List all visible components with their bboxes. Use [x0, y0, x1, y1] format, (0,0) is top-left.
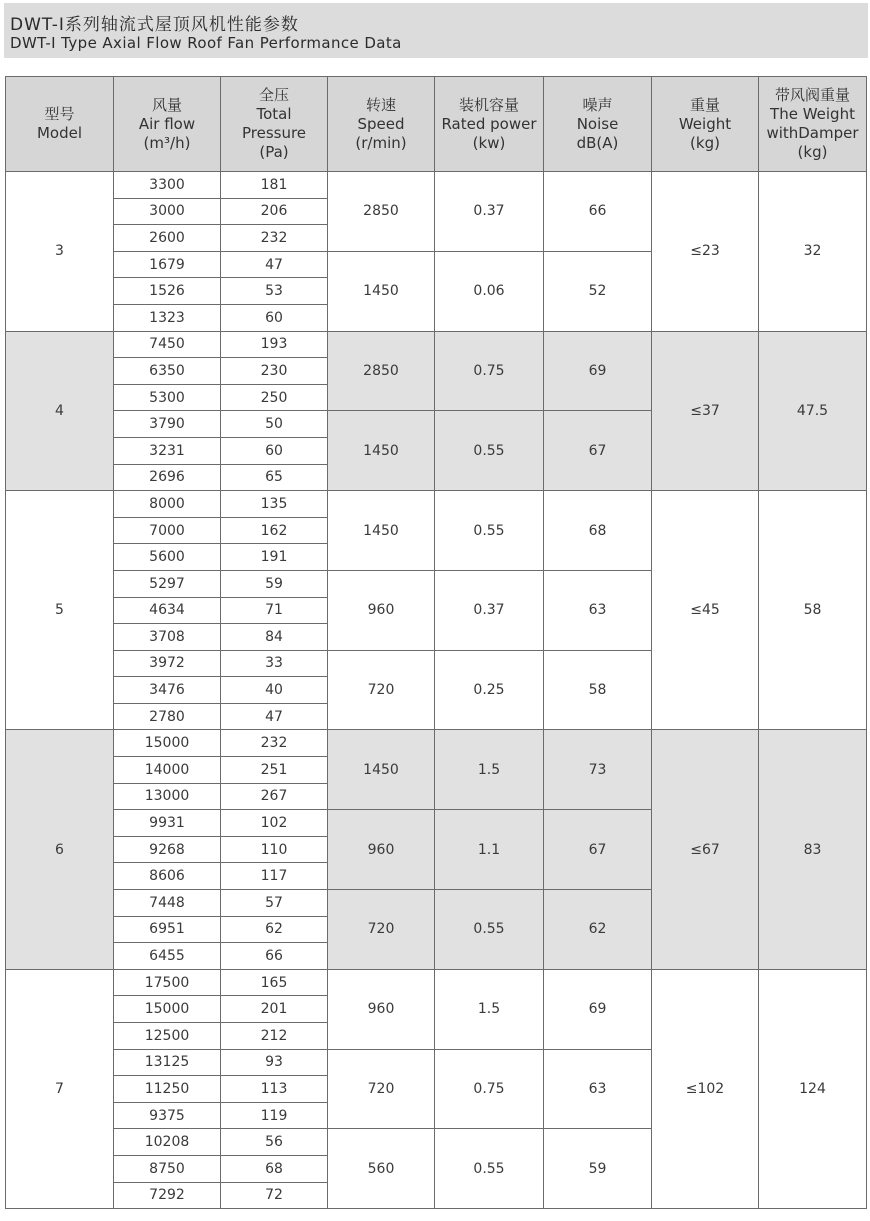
pressure-cell: 232	[221, 730, 328, 757]
weight-cell: ≤102	[652, 969, 759, 1208]
airflow-cell: 3790	[114, 411, 221, 438]
power-cell: 0.75	[435, 1049, 544, 1129]
header-cn: 带风阀重量	[774, 86, 850, 104]
model-cell: 7	[6, 969, 114, 1208]
header-en: Air flow	[138, 114, 196, 133]
power-cell: 0.55	[435, 491, 544, 571]
power-cell: 1.5	[435, 730, 544, 810]
airflow-cell: 7292	[114, 1182, 221, 1209]
airflow-cell: 1679	[114, 251, 221, 278]
pressure-cell: 250	[221, 384, 328, 411]
power-cell: 1.5	[435, 969, 544, 1049]
airflow-cell: 1526	[114, 278, 221, 305]
pressure-cell: 110	[221, 836, 328, 863]
power-cell: 0.75	[435, 331, 544, 411]
speed-cell: 1450	[328, 491, 435, 571]
power-cell: 0.06	[435, 251, 544, 331]
airflow-cell: 12500	[114, 1023, 221, 1050]
weight-damper-cell: 58	[759, 491, 867, 730]
weight-cell: ≤45	[652, 491, 759, 730]
airflow-cell: 7450	[114, 331, 221, 358]
header-power	[435, 77, 544, 172]
pressure-cell: 57	[221, 890, 328, 917]
airflow-cell: 2600	[114, 225, 221, 252]
speed-cell: 2850	[328, 331, 435, 411]
pressure-cell: 60	[221, 304, 328, 331]
pressure-cell: 56	[221, 1129, 328, 1156]
airflow-cell: 17500	[114, 969, 221, 996]
power-cell: 0.25	[435, 650, 544, 730]
header-en: Noise	[576, 114, 619, 133]
pressure-cell: 251	[221, 757, 328, 784]
header-unit: (kg)	[797, 143, 828, 161]
airflow-cell: 6455	[114, 943, 221, 970]
speed-cell: 720	[328, 650, 435, 730]
header-en: The Weight	[770, 105, 855, 123]
power-cell: 0.37	[435, 570, 544, 650]
noise-cell: 69	[544, 969, 652, 1049]
weight-damper-cell: 124	[759, 969, 867, 1208]
airflow-cell: 3000	[114, 198, 221, 225]
pressure-cell: 40	[221, 677, 328, 704]
noise-cell: 63	[544, 570, 652, 650]
airflow-cell: 15000	[114, 730, 221, 757]
airflow-cell: 8750	[114, 1155, 221, 1182]
header-weight-damper	[759, 77, 867, 172]
airflow-cell: 3300	[114, 172, 221, 199]
weight-damper-cell: 83	[759, 730, 867, 969]
noise-cell: 67	[544, 411, 652, 491]
weight-damper-cell: 32	[759, 172, 867, 332]
power-cell: 1.1	[435, 810, 544, 890]
pressure-cell: 119	[221, 1102, 328, 1129]
pressure-cell: 113	[221, 1076, 328, 1103]
header-en: Pressure	[241, 124, 307, 142]
pressure-cell: 59	[221, 570, 328, 597]
pressure-cell: 50	[221, 411, 328, 438]
airflow-cell: 14000	[114, 757, 221, 784]
speed-cell: 720	[328, 1049, 435, 1129]
airflow-cell: 11250	[114, 1076, 221, 1103]
pressure-cell: 60	[221, 437, 328, 464]
weight-cell: ≤67	[652, 730, 759, 969]
pressure-cell: 33	[221, 650, 328, 677]
header-cn: 转速	[365, 95, 396, 114]
airflow-cell: 8000	[114, 491, 221, 518]
airflow-cell: 3231	[114, 437, 221, 464]
header-cn: 噪声	[582, 95, 613, 114]
pressure-cell: 93	[221, 1049, 328, 1076]
pressure-cell: 62	[221, 916, 328, 943]
noise-cell: 62	[544, 890, 652, 970]
weight-cell: ≤23	[652, 172, 759, 332]
table-row	[6, 491, 867, 518]
airflow-cell: 3972	[114, 650, 221, 677]
pressure-cell: 193	[221, 331, 328, 358]
pressure-cell: 230	[221, 358, 328, 385]
noise-cell: 63	[544, 1049, 652, 1129]
speed-cell: 1450	[328, 730, 435, 810]
noise-cell: 68	[544, 491, 652, 571]
pressure-cell: 71	[221, 597, 328, 624]
power-cell: 0.55	[435, 1129, 544, 1209]
speed-cell: 960	[328, 810, 435, 890]
pressure-cell: 165	[221, 969, 328, 996]
airflow-cell: 9268	[114, 836, 221, 863]
title-english: DWT-Ⅰ Type Axial Flow Roof Fan Performance Data	[10, 34, 402, 52]
pressure-cell: 191	[221, 544, 328, 571]
pressure-cell: 66	[221, 943, 328, 970]
airflow-cell: 2696	[114, 464, 221, 491]
header-en: Speed	[357, 114, 405, 133]
airflow-cell: 9375	[114, 1102, 221, 1129]
header-unit: (m³/h)	[143, 133, 191, 152]
airflow-cell: 5600	[114, 544, 221, 571]
pressure-cell: 102	[221, 810, 328, 837]
pressure-cell: 206	[221, 198, 328, 225]
header-en: Rated power	[441, 114, 537, 133]
model-cell: 5	[6, 491, 114, 730]
pressure-cell: 47	[221, 703, 328, 730]
airflow-cell: 4634	[114, 597, 221, 624]
airflow-cell: 7448	[114, 890, 221, 917]
header-cn: 型号	[44, 105, 75, 123]
airflow-cell: 10208	[114, 1129, 221, 1156]
pressure-cell: 72	[221, 1182, 328, 1209]
title-chinese: DWT-Ⅰ系列轴流式屋顶风机性能参数	[10, 15, 299, 35]
speed-cell: 1450	[328, 251, 435, 331]
speed-cell: 560	[328, 1129, 435, 1209]
pressure-cell: 65	[221, 464, 328, 491]
pressure-cell: 68	[221, 1155, 328, 1182]
pressure-cell: 47	[221, 251, 328, 278]
power-cell: 0.37	[435, 172, 544, 252]
pressure-cell: 201	[221, 996, 328, 1023]
pressure-cell: 181	[221, 172, 328, 199]
weight-damper-cell: 47.5	[759, 331, 867, 491]
noise-cell: 73	[544, 730, 652, 810]
table-row	[6, 331, 867, 358]
noise-cell: 69	[544, 331, 652, 411]
model-cell: 6	[6, 730, 114, 969]
pressure-cell: 162	[221, 517, 328, 544]
airflow-cell: 13125	[114, 1049, 221, 1076]
pressure-cell: 212	[221, 1023, 328, 1050]
pressure-cell: 53	[221, 278, 328, 305]
airflow-cell: 5300	[114, 384, 221, 411]
airflow-cell: 7000	[114, 517, 221, 544]
pressure-cell: 135	[221, 491, 328, 518]
header-unit: (kg)	[690, 133, 720, 152]
performance-table	[5, 76, 867, 1209]
pressure-cell: 117	[221, 863, 328, 890]
airflow-cell: 9931	[114, 810, 221, 837]
header-weight	[652, 77, 759, 172]
noise-cell: 58	[544, 650, 652, 730]
airflow-cell: 3476	[114, 677, 221, 704]
header-cn: 重量	[689, 95, 720, 114]
airflow-cell: 15000	[114, 996, 221, 1023]
airflow-cell: 1323	[114, 304, 221, 331]
model-cell: 3	[6, 172, 114, 332]
speed-cell: 960	[328, 969, 435, 1049]
header-unit: (Pa)	[259, 143, 289, 161]
header-pressure	[221, 77, 328, 172]
speed-cell: 2850	[328, 172, 435, 252]
header-row	[6, 77, 867, 172]
header-airflow	[114, 77, 221, 172]
header-en: Weight	[678, 114, 732, 133]
noise-cell: 67	[544, 810, 652, 890]
pressure-cell: 267	[221, 783, 328, 810]
pressure-cell: 84	[221, 624, 328, 651]
airflow-cell: 2780	[114, 703, 221, 730]
model-cell: 4	[6, 331, 114, 491]
table-row	[6, 969, 867, 996]
weight-cell: ≤37	[652, 331, 759, 491]
header-unit: (kw)	[472, 133, 506, 152]
header-en: Total	[256, 105, 292, 123]
header-noise	[544, 77, 652, 172]
noise-cell: 52	[544, 251, 652, 331]
power-cell: 0.55	[435, 890, 544, 970]
speed-cell: 720	[328, 890, 435, 970]
power-cell: 0.55	[435, 411, 544, 491]
airflow-cell: 8606	[114, 863, 221, 890]
speed-cell: 1450	[328, 411, 435, 491]
airflow-cell: 6951	[114, 916, 221, 943]
header-unit: dB(A)	[576, 133, 619, 152]
pressure-cell: 232	[221, 225, 328, 252]
header-cn: 全压	[258, 86, 289, 104]
header-cn: 装机容量	[458, 95, 519, 114]
header-speed	[328, 77, 435, 172]
header-model	[6, 77, 114, 172]
header-cn: 风量	[151, 95, 182, 114]
document-header	[4, 3, 868, 58]
airflow-cell: 6350	[114, 358, 221, 385]
header-en: Model	[36, 124, 83, 142]
header-en: withDamper	[766, 124, 859, 142]
speed-cell: 960	[328, 570, 435, 650]
airflow-cell: 5297	[114, 570, 221, 597]
noise-cell: 59	[544, 1129, 652, 1209]
airflow-cell: 13000	[114, 783, 221, 810]
table-row	[6, 172, 867, 199]
table-body	[6, 77, 867, 1209]
airflow-cell: 3708	[114, 624, 221, 651]
noise-cell: 66	[544, 172, 652, 252]
table-row	[6, 730, 867, 757]
header-unit: (r/min)	[355, 133, 407, 152]
